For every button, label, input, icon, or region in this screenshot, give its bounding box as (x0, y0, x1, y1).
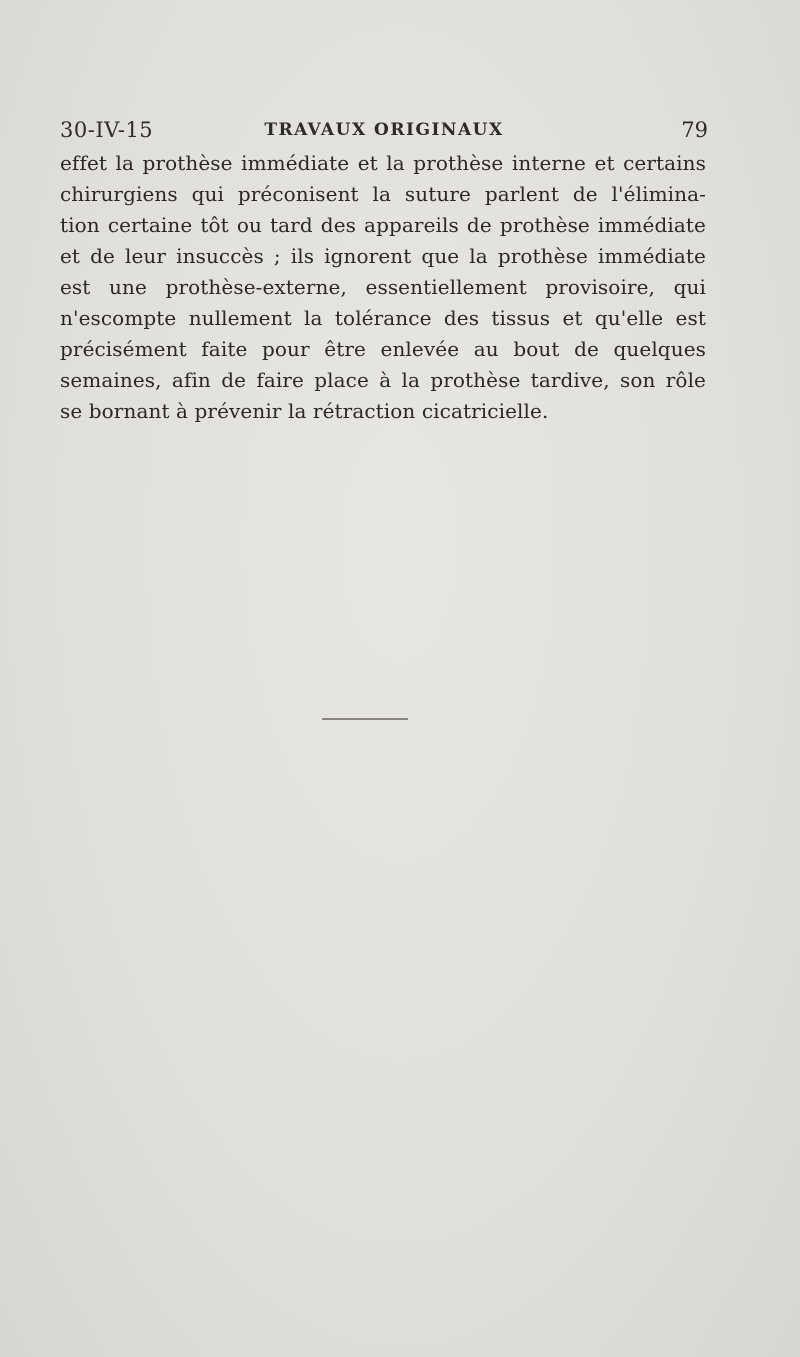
text-line: est une prothèse-externe, essentiellement provisoire, qui (60, 275, 706, 299)
section-title: TRAVAUX ORIGINAUX (264, 120, 504, 140)
text-line: se bornant à prévenir la rétraction cicatricielle. (60, 399, 549, 423)
text-line: effet la prothèse immédiate et la prothèse interne et certains (60, 151, 706, 175)
text-line: chirurgiens qui préconisent la suture parlent de l'élimina- (60, 182, 706, 206)
body-paragraph (60, 148, 706, 427)
bleed-through-rule (322, 718, 408, 720)
text-line: semaines, afin de faire place à la prothèse tardive, son rôle (60, 368, 706, 392)
page-number: 79 (681, 118, 708, 142)
bleed-through-text (62, 386, 704, 1196)
text-line: n'escompte nullement la tolérance des tissus et qu'elle est (60, 306, 706, 330)
running-header (60, 112, 708, 148)
issue-date: 30-IV-15 (60, 118, 154, 142)
text-line: tion certaine tôt ou tard des appareils de prothèse immédiate (60, 213, 706, 237)
text-line: et de leur insuccès ; ils ignorent que la prothèse immédiate (60, 244, 706, 268)
text-line: précisément faite pour être enlevée au bout de quelques (60, 337, 706, 361)
